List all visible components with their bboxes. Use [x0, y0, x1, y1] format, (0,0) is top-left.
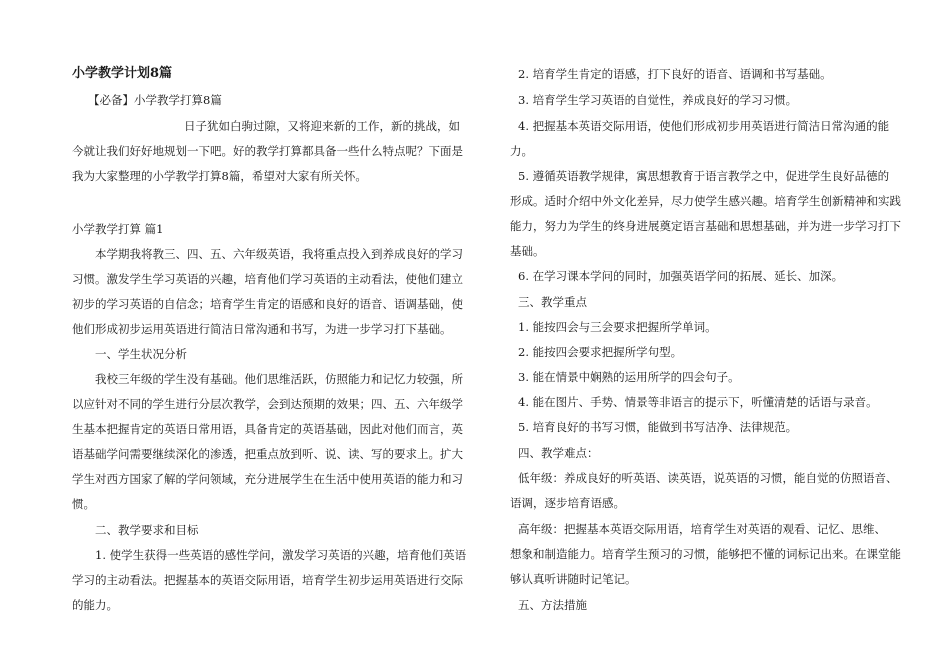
paragraph-line: 的能力。	[72, 598, 118, 612]
paragraph-line: 低年级：养成良好的听英语、读英语，说英语的习惯，能自觉的仿照语音、	[518, 471, 898, 485]
list-item: 4. 把握基本英语交际用语，使他们形成初步用英语进行简洁日常沟通的能	[518, 119, 890, 133]
intro-line: 我为大家整理的小学教学打算8篇，希望对大家有所关怀。	[72, 169, 367, 183]
list-item: 6. 在学习课本学问的同时，加强英语学问的拓展、延长、加深。	[518, 269, 844, 283]
list-item: 3. 培育学生学习英语的自觉性，养成良好的学习习惯。	[518, 93, 798, 107]
intro-line: 日子犹如白驹过隙，又将迎来新的工作，新的挑战，如	[184, 119, 460, 133]
subsection-heading: 三、教学重点	[518, 295, 587, 309]
list-item: 4. 能在图片、手势、情景等非语言的提示下，听懂清楚的话语与录音。	[518, 395, 878, 409]
paragraph-line: 以应针对不同的学生进行分层次教学，会到达预期的效果；四、五、六年级学	[72, 397, 463, 411]
paragraph-line: 高年级：把握基本英语交际用语，培育学生对英语的观看、记忆、思维、	[518, 522, 886, 536]
list-item: 2. 培育学生肯定的语感，打下良好的语音、语调和书写基础。	[518, 67, 832, 81]
paragraph-line: 能力，努力为学生的终身进展奠定语言基础和思想基础，并为进一步学习打下	[510, 219, 901, 233]
list-item: 3. 能在情景中娴熟的运用所学的四会句子。	[518, 370, 740, 384]
document-title: 小学教学计划8篇	[72, 66, 173, 81]
paragraph-line: 形成。适时介绍中外文化差异，尽力使学生感兴趣。培育学生创新精神和实践	[510, 194, 901, 208]
subsection-heading: 二、教学要求和目标	[95, 523, 199, 537]
list-item: 5. 培育良好的书写习惯，能做到书写洁净、法律规范。	[518, 420, 798, 434]
paragraph-line: 学生对西方国家了解的学问领域，充分进展学生在生活中使用英语的能力和习	[72, 472, 463, 486]
paragraph-line: 初步的学习英语的自信念；培育学生肯定的语感和良好的语音、语调基础，使	[72, 297, 463, 311]
list-item: 2. 能按四会要求把握所学句型。	[518, 345, 683, 359]
paragraph-line: 1. 使学生获得一些英语的感性学问，激发学习英语的兴趣，培育他们英语	[95, 548, 467, 562]
section-heading: 小学教学打算 篇1	[72, 222, 164, 236]
list-item: 5. 遵循英语教学规律，寓思想教育于语言教学之中，促进学生良好品德的	[518, 169, 890, 183]
intro-line: 今就让我们好好地规划一下吧。好的教学打算都具备一些什么特点呢？下面是	[72, 144, 463, 158]
paragraph-line: 想象和制造能力。培育学生预习的习惯，能够把不懂的词标记出来。在课堂能	[510, 547, 901, 561]
paragraph-line: 语调，逐步培育语感。	[510, 496, 625, 510]
paragraph-line: 习惯。激发学生学习英语的兴趣，培育他们学习英语的主动看法，使他们建立	[72, 272, 463, 286]
paragraph-line: 惯。	[72, 497, 95, 511]
paragraph-line: 学习的主动看法。把握基本的英语交际用语，培育学生初步运用英语进行交际	[72, 573, 463, 587]
paragraph-line: 他们形成初步运用英语进行简洁日常沟通和书写，为进一步学习打下基础。	[72, 322, 452, 336]
subtitle: 【必备】小学教学打算8篇	[88, 93, 222, 107]
paragraph-line: 我校三年级的学生没有基础。他们思维活跃，仿照能力和记忆力较强，所	[95, 372, 463, 386]
subsection-heading: 一、学生状况分析	[95, 347, 187, 361]
paragraph-line: 够认真听讲随时记笔记。	[510, 572, 637, 586]
paragraph-line: 生基本把握肯定的英语日常用语，具备肯定的英语基础，因此对他们而言，英	[72, 422, 463, 436]
subsection-heading: 五、方法措施	[518, 598, 587, 612]
paragraph-line: 语基础学问需要继续深化的渗透，把重点放到听、说、读、写的要求上。扩大	[72, 447, 463, 461]
subsection-heading: 四、教学难点：	[518, 446, 599, 460]
paragraph-line: 基础。	[510, 244, 545, 258]
list-item: 1. 能按四会与三会要求把握所学单词。	[518, 320, 717, 334]
paragraph-line: 力。	[510, 144, 533, 158]
paragraph-line: 本学期我将教三、四、五、六年级英语，我将重点投入到养成良好的学习	[95, 247, 463, 261]
